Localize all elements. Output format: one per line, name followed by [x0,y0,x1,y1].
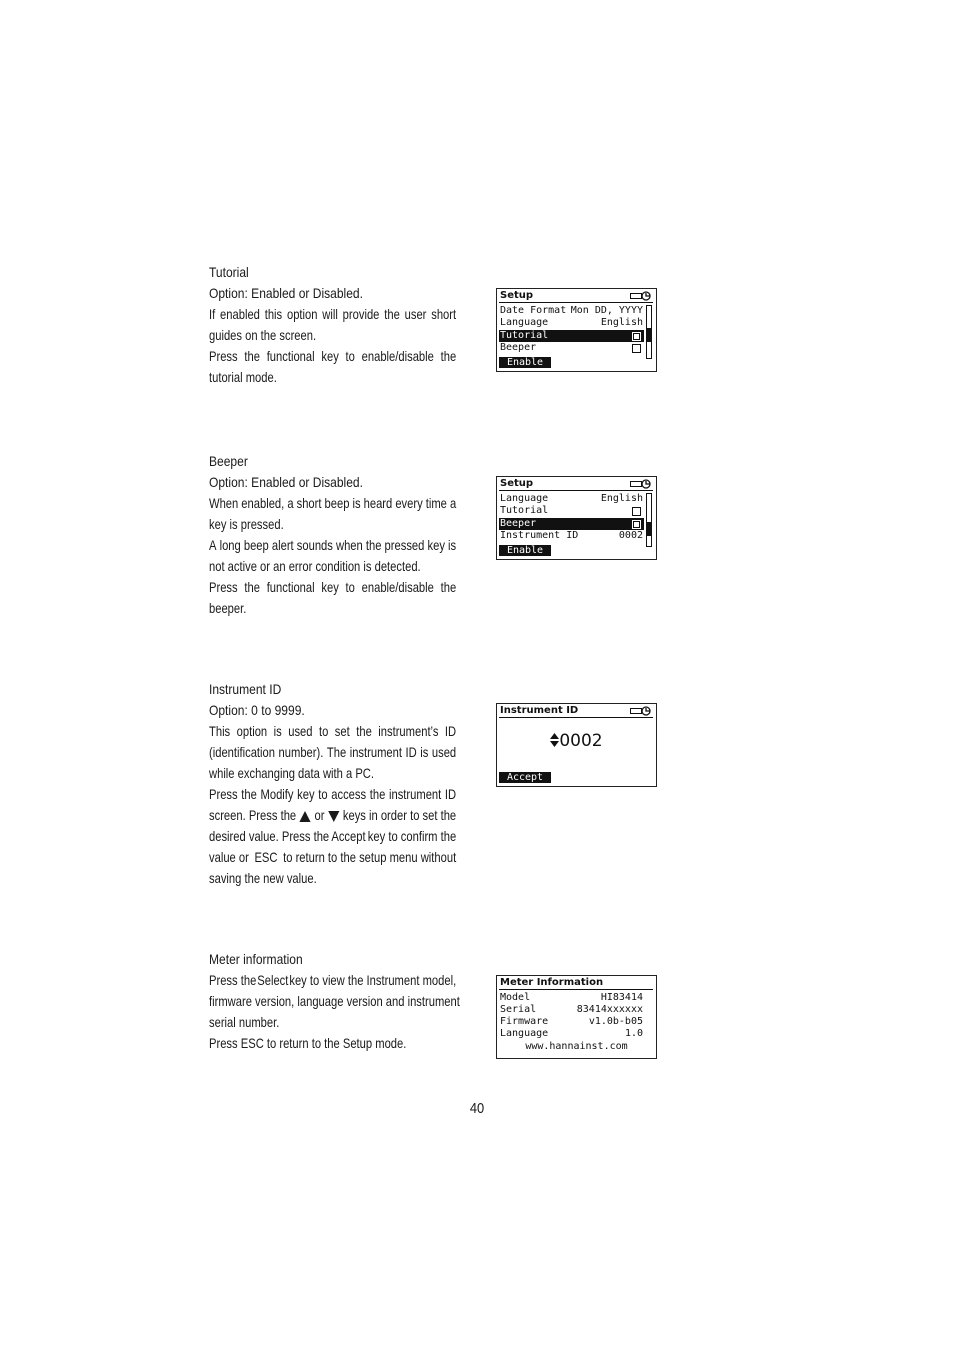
text-run: key to confirm the [367,828,457,844]
word: short [431,306,457,322]
scroll-thumb [647,328,651,342]
row-label: Language [500,1028,549,1039]
word: If [209,306,216,322]
word: every [395,495,423,511]
text-line [209,325,407,346]
text-run: to return to the Setup mode. [266,1035,407,1051]
text-run: screen. Press the [209,807,297,823]
select-keyword: Select [257,972,289,988]
website-url: www.hannainst.com [525,1041,628,1052]
beeper-heading: Beeper [209,453,248,469]
text-line [209,784,456,805]
option-disabled: Disabled [312,474,360,490]
text-line [209,970,456,991]
lcd-row-instrument-id [499,530,644,542]
word: while exchanging data with a PC. [209,765,374,781]
lcd-title: Setup [500,290,534,301]
word: key [297,786,315,802]
option-label: Option [209,474,245,490]
text-line: firmware version, language version and instrument [209,993,460,1009]
row-value: Mon DD, YYYY [570,305,643,316]
word: is [420,744,429,760]
esc-keyword: ESC [240,1035,264,1051]
instrument-id-value: 0002 [559,731,603,751]
text-line [209,367,407,388]
row-label: Instrument ID [500,530,579,541]
row-value: English [600,493,643,504]
enable-function-key: Enable [499,357,551,368]
row-label: Firmware [500,1016,549,1027]
beeper-section [209,451,457,619]
option-min: 0 [251,702,258,718]
word: the [356,723,372,739]
row-value: 83414xxxxxx [576,1004,643,1015]
option-colon: : [244,702,248,718]
accept-function-key: Accept [499,772,551,783]
word: user [404,306,427,322]
text-run: to return to the setup menu without [283,849,457,865]
option-colon: : [244,474,248,490]
word: alert [271,537,294,553]
word: A [209,537,217,553]
word: option [286,306,318,322]
checkbox-icon [632,332,641,341]
word: sounds [296,537,333,553]
word: a [287,495,294,511]
word: long [219,537,241,553]
word: ID [444,723,457,739]
text-line [209,514,407,535]
row-value: English [600,317,643,328]
text-run: Press [209,1035,238,1051]
esc-keyword: ESC [254,849,278,865]
beeper-lcd-screen [496,476,657,560]
lcd-header [499,977,653,990]
word: instrument’s [378,723,439,739]
word: instrument [388,786,442,802]
word: is [448,537,457,553]
word: key [321,579,339,595]
lcd-scrollbar [646,305,652,359]
row-value: 0002 [618,530,643,541]
word: Press [209,348,238,364]
text-run: desired value. Press the [209,828,330,844]
word: the [369,786,386,802]
row-label: Model [500,992,531,1003]
word: enable/disable [361,579,434,595]
option-or: or [298,285,310,301]
battery-plug-icon [630,706,652,716]
word: functional [266,348,315,364]
text-line [209,304,456,325]
option-max: 9999 [274,702,302,718]
lcd-row-language [499,1028,644,1040]
option-to: to [261,702,272,718]
word: guides on the screen. [209,327,317,343]
option-label: Option [209,702,245,718]
word: access [331,786,367,802]
text-line [209,346,456,367]
enable-function-key: Enable [499,545,551,556]
tutorial-description [209,304,457,388]
text-line: saving the new value. [209,870,317,886]
text-line: serial number. [209,1014,280,1030]
text-line [209,763,407,784]
word: to [345,348,355,364]
text-run: value or [209,849,249,865]
word: set [334,723,350,739]
word: ID [405,744,417,760]
checkbox-icon [632,507,641,516]
up-down-arrow-icon [550,733,559,747]
word: key is pressed. [209,516,284,532]
tutorial-section [209,262,457,388]
lcd-row-firmware [499,1016,644,1028]
word: When [209,495,239,511]
instrument-id-option: Option: 0 to 9999. [209,702,305,718]
lcd-title: Instrument ID [500,705,579,716]
row-value: v1.0b-b05 [588,1016,643,1027]
beeper-description [209,493,457,619]
lcd-title: Setup [500,478,534,489]
meter-info-section [209,949,460,1054]
instrument-id-value-display [497,730,656,752]
word: the [244,348,260,364]
down-arrow-icon [328,811,339,822]
word: Modify [260,786,294,802]
word: the [244,579,260,595]
lcd-header [499,478,653,491]
word: key [427,537,445,553]
text-run: keys in order to set the [342,807,457,823]
option-or: or [298,474,310,490]
word: to [318,786,328,802]
battery-plug-icon [630,291,652,301]
word: ID [444,786,457,802]
option-label: Option [209,285,245,301]
option-disabled: Disabled [312,285,360,301]
row-label: Beeper [500,342,537,353]
row-label: Language [500,493,549,504]
word: enable/disable [361,348,434,364]
word: key [321,348,339,364]
text-line [209,1033,407,1054]
word: beep [324,495,350,511]
option-enabled: Enabled [251,474,296,490]
word: will [322,306,338,322]
text-run: Press the [209,972,257,988]
tutorial-option: Option: Enabled or Disabled. [209,285,363,301]
word: the [440,348,457,364]
text-line [209,805,456,826]
lcd-scrollbar [646,493,652,547]
word: not active or an error condition is detected. [209,558,421,574]
row-label: Date Format [500,305,567,316]
word: enabled, [241,495,285,511]
lcd-row-beeper-selected [499,518,644,530]
tutorial-heading: Tutorial [209,264,249,280]
word: This [209,723,231,739]
word: is [352,495,361,511]
lcd-row-language [499,493,644,505]
word: heard [363,495,393,511]
lcd-row-tutorial-selected [499,330,644,342]
word: functional [266,579,315,595]
lcd-header [499,705,653,718]
lcd-row-beeper [499,342,644,354]
word: Press [209,786,238,802]
word: the [440,579,457,595]
instrument-id-section [209,679,457,889]
text-line [209,721,456,742]
word: time [425,495,447,511]
word: the [384,306,400,322]
checkbox-icon [632,520,641,529]
text-line [209,742,456,763]
word: beep [243,537,269,553]
text-line [209,577,456,598]
instrument-id-lcd-screen [496,703,657,787]
word: provide [342,306,380,322]
row-label: Language [500,317,549,328]
word: this [264,306,283,322]
text-line [209,598,407,619]
word: beeper. [209,600,247,616]
word: number). [278,744,324,760]
word: (identification [209,744,275,760]
word: to [345,579,355,595]
up-arrow-icon [300,811,311,822]
meter-info-heading: Meter information [209,951,303,967]
meter-info-lcd-screen [496,975,657,1059]
meter-info-description [209,970,460,1054]
instrument-id-description [209,721,457,889]
lcd-row-model [499,992,644,1004]
lcd-row-tutorial [499,505,644,517]
word: pressed [384,537,425,553]
row-label: Serial [500,1004,537,1015]
text-run: or [314,807,325,823]
word: when [335,537,363,553]
word: The [326,744,347,760]
word: the [365,537,382,553]
checkbox-icon [632,344,641,353]
word: used [431,744,457,760]
text-line [209,847,456,868]
lcd-row-serial [499,1004,644,1016]
beeper-option: Option: Enabled or Disabled. [209,474,363,490]
text-line [209,493,456,514]
lcd-row-language [499,317,644,329]
word: is [273,723,282,739]
word: to [318,723,329,739]
lcd-title: Meter Information [500,977,604,988]
word: a [449,495,457,511]
row-label: Tutorial [500,330,549,341]
word: enabled [220,306,260,322]
text-line [209,826,456,847]
instrument-id-heading: Instrument ID [209,681,282,697]
row-value: 1.0 [624,1028,643,1039]
page-number: 40 [469,1100,485,1117]
word: option [236,723,268,739]
row-label: Beeper [500,518,537,529]
lcd-header [499,290,653,303]
row-value: HI83414 [600,992,643,1003]
word: used [288,723,313,739]
word: short [296,495,322,511]
text-line [209,535,456,556]
option-enabled: Enabled [251,285,296,301]
word: tutorial mode. [209,369,277,385]
word: Press [209,579,238,595]
word: instrument [349,744,402,760]
word: the [241,786,257,802]
lcd-row-date-format [499,305,644,317]
accept-keyword: Accept [331,828,366,844]
row-label: Tutorial [500,505,549,516]
option-colon: : [244,285,248,301]
battery-plug-icon [630,479,652,489]
text-line [209,556,421,577]
text-run: key to view the Instrument model, [289,972,457,988]
scroll-thumb [647,522,651,536]
tutorial-lcd-screen [496,288,657,372]
